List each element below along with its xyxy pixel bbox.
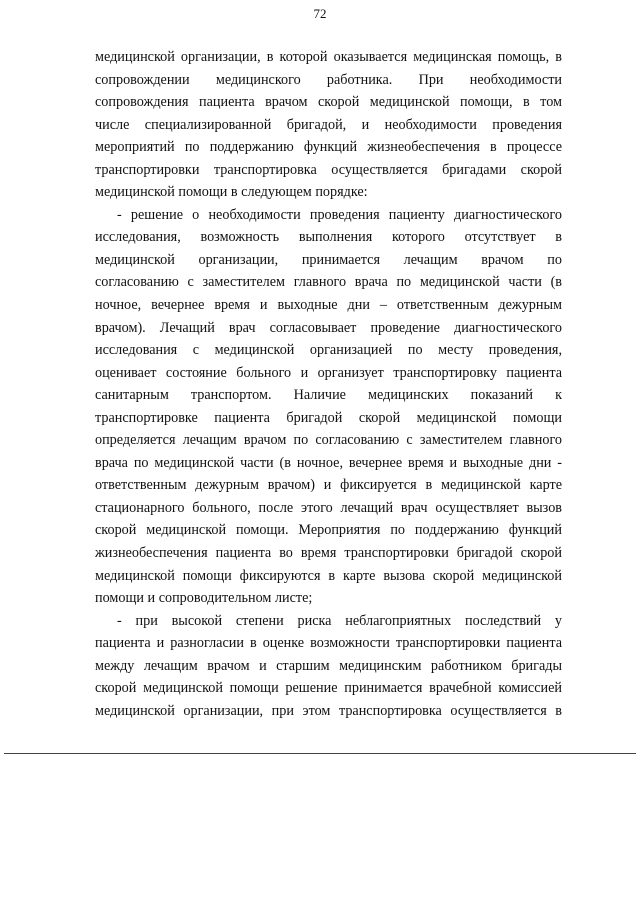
text-line: медицинской помощи в следующем порядке: — [95, 184, 368, 201]
text-line: определяется лечащим врачом по согласованию с заместителем главного — [95, 432, 562, 449]
text-line: пациента и разногласии в оценке возможности транспортировки пациента — [95, 635, 562, 652]
footer-divider — [4, 753, 636, 754]
text-line: между лечащим врачом и старшим медицинским работником бригады — [95, 657, 562, 674]
text-line: - решение о необходимости проведения пациенту диагностического — [117, 206, 562, 223]
text-line: жизнеобеспечения пациента во время транспортировки бригадой скорой — [95, 545, 562, 562]
text-line: транспортировки транспортировка осуществляется бригадами скорой — [95, 161, 562, 178]
text-line: медицинской помощи фиксируются в карте вызова скорой медицинской — [95, 567, 562, 584]
text-line: скорой медицинской помощи. Мероприятия по поддержанию функций — [95, 522, 562, 539]
text-line: санитарным транспортом. Наличие медицинских показаний к — [95, 387, 562, 404]
text-line: исследования, возможность выполнения которого отсутствует в — [95, 229, 562, 246]
text-line: - при высокой степени риска неблагоприятных последствий у — [117, 612, 562, 629]
text-line: помощи и сопроводительном листе; — [95, 590, 313, 607]
text-line: транспортировке пациента бригадой скорой медицинской помощи — [95, 409, 562, 426]
text-line: скорой медицинской помощи решение принимается врачебной комиссией — [95, 680, 562, 697]
text-line: стационарного больного, после этого лечащий врач осуществляет вызов — [95, 499, 562, 516]
paragraph-diagnostic-study — [95, 204, 562, 610]
text-line: оценивает состояние больного и организует транспортировку пациента — [95, 364, 562, 381]
text-line: медицинской организации, принимается лечащим врачом по — [95, 251, 562, 268]
text-line: сопровождения пациента врачом скорой медицинской помощи, в том — [95, 94, 562, 111]
text-line: медицинской организации, в которой оказывается медицинская помощь, в — [95, 49, 562, 65]
text-line: мероприятий по поддержанию функций жизнеобеспечения в процессе — [95, 139, 562, 156]
text-line: ответственным дежурным врачом) и фиксируется в медицинской карте — [95, 477, 562, 494]
text-line: исследования с медицинской организацией по месту проведения, — [95, 342, 562, 359]
text-line: согласованию с заместителем главного врача по медицинской части (в — [95, 274, 562, 291]
document-body — [95, 46, 562, 722]
text-line: врача по медицинской части (в ночное, вечернее время и выходные дни - — [95, 454, 562, 471]
paragraph-high-risk — [95, 610, 562, 723]
text-line: числе специализированной бригадой, и необходимости проведения — [95, 116, 562, 133]
text-line: ночное, вечернее время и выходные дни – ответственным дежурным — [95, 297, 562, 314]
text-line: врачом). Лечащий врач согласовывает проведение диагностического — [95, 319, 562, 336]
paragraph-continuation — [95, 46, 562, 204]
text-line: медицинской организации, при этом транспортировка осуществляется в — [95, 702, 562, 719]
text-line: сопровождении медицинского работника. При необходимости — [95, 71, 562, 88]
page-number: 72 — [313, 6, 327, 21]
